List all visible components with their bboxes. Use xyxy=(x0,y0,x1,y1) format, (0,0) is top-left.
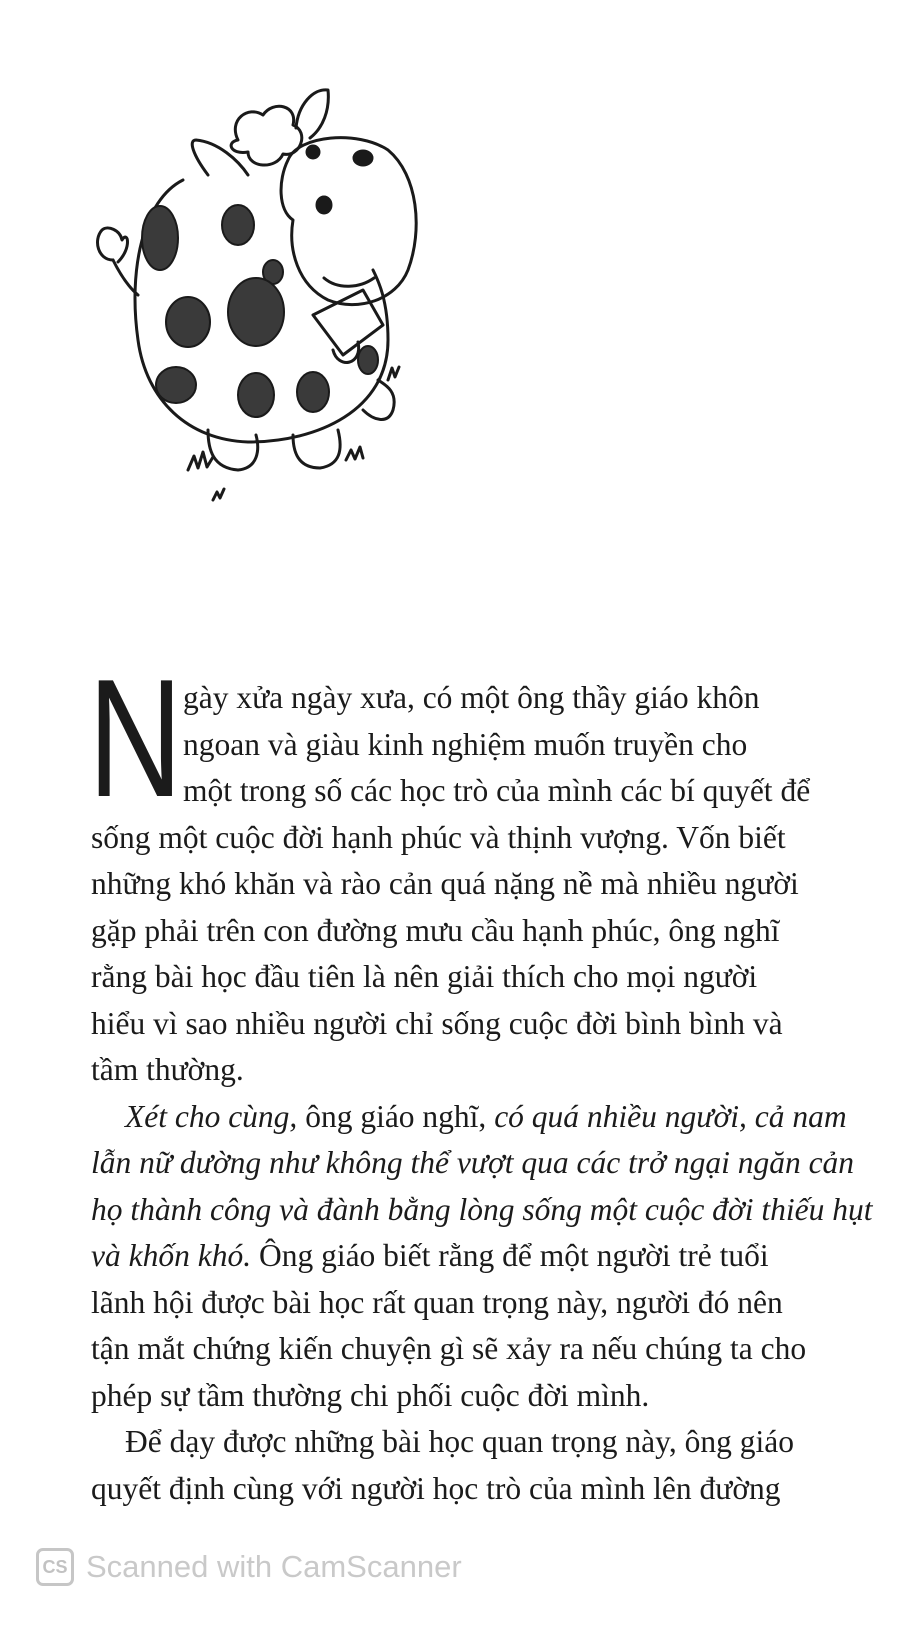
text-line xyxy=(91,1187,882,1234)
camscanner-watermark xyxy=(36,1548,462,1586)
italic-run: lẫn nữ dường như không thể vượt qua các trở ngại ngăn cản xyxy=(91,1145,855,1180)
watermark-text: Scanned with CamScanner xyxy=(86,1549,462,1584)
italic-run: và khốn khó. xyxy=(91,1238,252,1273)
italic-run: có quá nhiều người, cả nam xyxy=(494,1098,847,1134)
text-line: ngoan và giàu kinh nghiệm muốn truyền cho xyxy=(183,726,748,762)
text-line: những khó khăn và rào cản quá nặng nề mà nhiều người xyxy=(91,866,799,901)
text-line: lãnh hội được bài học rất quan trọng này, người đó nên xyxy=(91,1284,783,1320)
italic-run: họ thành công và đành bằng lòng sống một cuộc đời thiếu hụt xyxy=(91,1191,873,1227)
text-line: sống một cuộc đời hạnh phúc và thịnh vượng. Vốn biết xyxy=(91,819,786,855)
text-line xyxy=(91,1140,882,1187)
text-line xyxy=(91,1094,882,1141)
body-text xyxy=(88,644,882,1512)
text-line: phép sự tầm thường chi phối cuộc đời mình. xyxy=(91,1377,650,1413)
text-line: rằng bài học đầu tiên là nên giải thích cho mọi người xyxy=(91,959,758,994)
paragraph-1 xyxy=(91,675,882,1094)
text-line: tận mắt chứng kiến chuyện gì sẽ xảy ra nếu chúng ta cho xyxy=(91,1331,807,1366)
text-line: Để dạy được những bài học quan trọng này, ông giáo xyxy=(125,1424,794,1459)
text-line: gặp phải trên con đường mưu cầu hạnh phúc, ông nghĩ xyxy=(91,912,780,948)
text-line: gày xửa ngày xưa, có một ông thầy giáo khôn xyxy=(183,680,760,715)
text-line xyxy=(91,1233,882,1280)
cow-illustration xyxy=(88,80,438,540)
camscanner-logo-icon: CS xyxy=(36,1548,74,1586)
paragraph-2 xyxy=(91,1094,882,1420)
plain-run: Ông giáo biết rằng để một người trẻ tuổi xyxy=(251,1238,769,1273)
text-line: một trong số các học trò của mình các bí quyết để xyxy=(183,773,811,808)
paragraph-3 xyxy=(91,1419,882,1512)
text-line: hiểu vì sao nhiều người chỉ sống cuộc đời bình bình và xyxy=(91,1005,783,1041)
text-line: tầm thường. xyxy=(91,1052,244,1087)
drop-cap: N xyxy=(88,644,183,832)
plain-run: ông giáo nghĩ, xyxy=(297,1098,495,1134)
italic-run: Xét cho cùng, xyxy=(125,1098,298,1134)
text-line: quyết định cùng với người học trò của mình lên đường xyxy=(91,1470,781,1506)
